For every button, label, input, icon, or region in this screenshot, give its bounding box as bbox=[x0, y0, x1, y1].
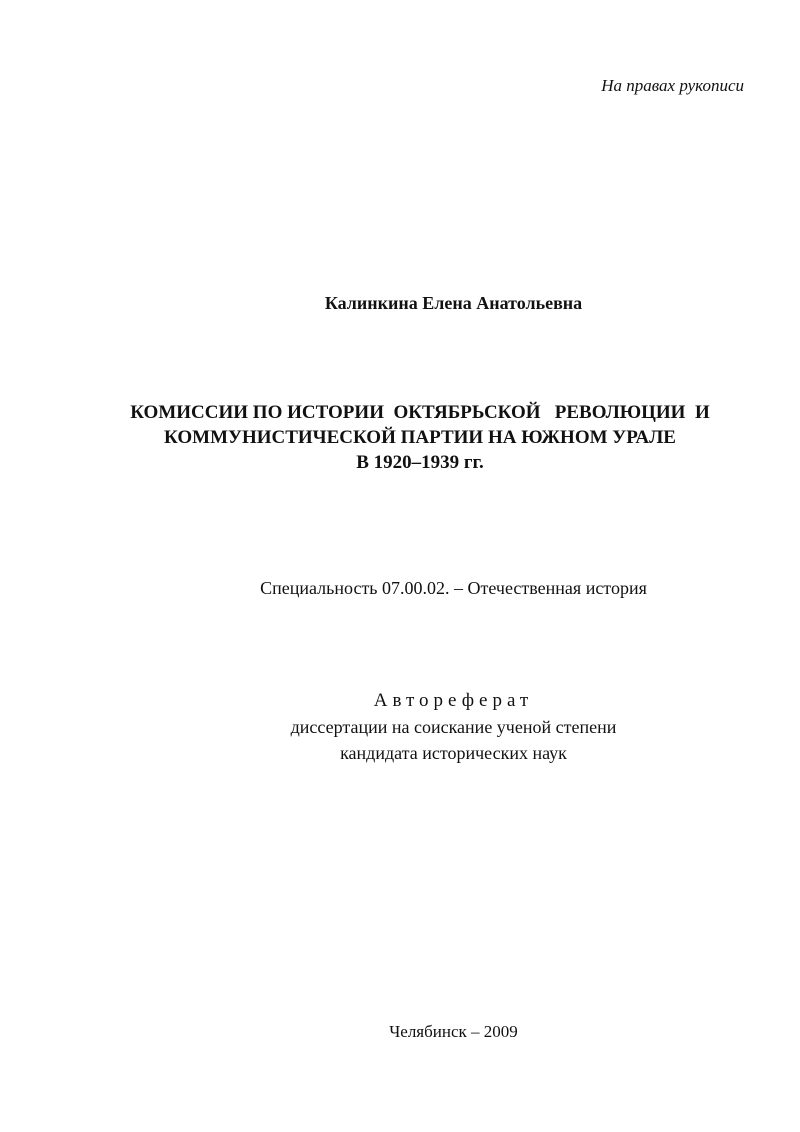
city-year: Челябинск – 2009 bbox=[389, 1022, 518, 1041]
abstract-line-degree: диссертации на соискание ученой степени bbox=[290, 717, 617, 737]
abstract-heading: Автореферат bbox=[373, 690, 534, 711]
title-line: КОМИССИИ ПО ИСТОРИИ ОКТЯБРЬСКОЙ РЕВОЛЮЦИИ И bbox=[130, 402, 710, 423]
title-line: КОММУНИСТИЧЕСКОЙ ПАРТИИ НА ЮЖНОМ УРАЛЕ bbox=[164, 427, 676, 448]
specialty-line: Специальность 07.00.02. – Отечественная история bbox=[260, 578, 647, 598]
author-name: Калинкина Елена Анатольевна bbox=[324, 293, 583, 313]
abstract-block bbox=[0, 688, 800, 766]
abstract-line-field: кандидата исторических наук bbox=[340, 743, 567, 763]
dissertation-title bbox=[80, 400, 760, 475]
rights-note: На правах рукописи bbox=[601, 76, 744, 95]
title-line: В 1920–1939 гг. bbox=[356, 452, 484, 473]
